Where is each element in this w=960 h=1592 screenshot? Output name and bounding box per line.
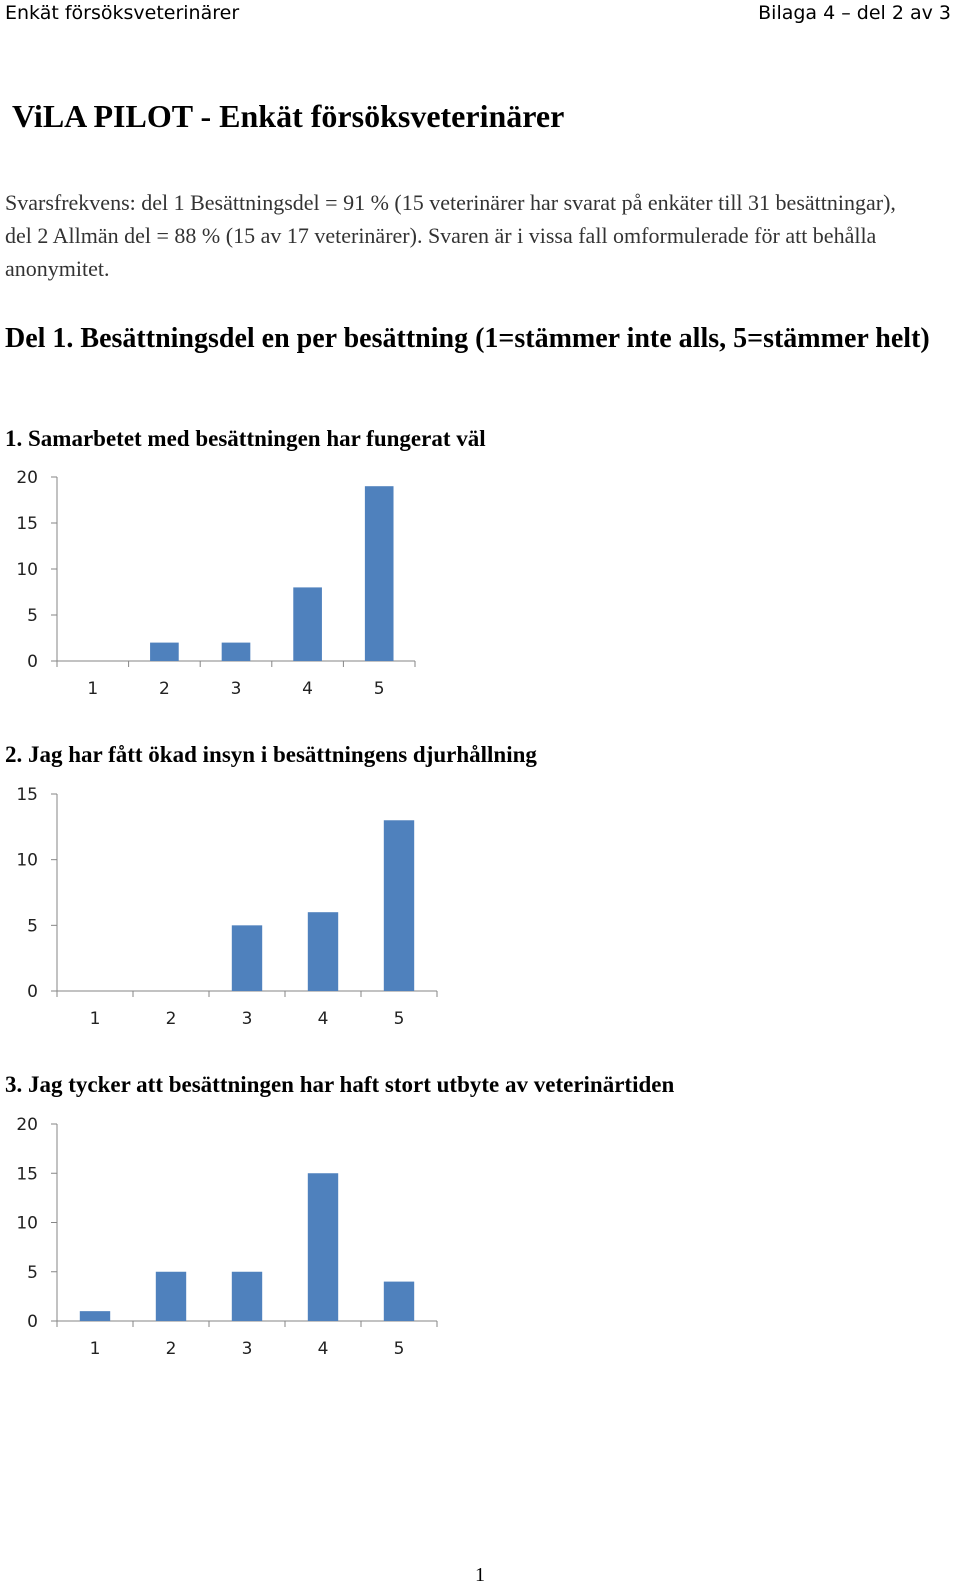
section-heading: Del 1. Besättningsdel en per besättning (1=stämmer inte alls, 5=stämmer helt): [5, 323, 930, 354]
document-title: ViLA PILOT - Enkät försöksveterinärer: [12, 98, 565, 134]
bar: [308, 1173, 338, 1321]
bar: [365, 486, 394, 661]
y-tick-label: 0: [27, 1312, 38, 1332]
y-tick-label: 5: [27, 916, 38, 937]
y-tick-label: 15: [16, 785, 38, 805]
y-tick-label: 20: [16, 1115, 38, 1135]
bar: [232, 925, 262, 991]
bar: [150, 643, 179, 661]
x-tick-label: 3: [241, 1009, 253, 1029]
x-tick-label: 2: [165, 1009, 177, 1029]
y-tick-label: 20: [16, 468, 38, 488]
x-tick-label: 4: [302, 679, 314, 699]
response-rate-paragraph: Svarsfrekvens: del 1 Besättningsdel = 91 % (15 veterinärer har svarat på enkäter till 31 besättningar), del 2 Allmän del = 88 % (15 av 17 veterinärer). Svaren är i vissa fall omformulerade för att behålla anonymitet.: [5, 190, 896, 281]
x-tick-label: 1: [89, 1339, 101, 1359]
y-tick-label: 10: [16, 560, 38, 580]
page-number: 1: [475, 1564, 485, 1586]
bar: [308, 912, 338, 991]
bar: [156, 1272, 186, 1321]
x-tick-label: 5: [393, 1339, 405, 1359]
bar: [232, 1272, 262, 1321]
y-tick-label: 10: [16, 850, 38, 871]
header-appendix-label: Bilaga 4 – del 2 av 3: [758, 2, 951, 24]
question-2-title: 2. Jag har fått ökad insyn i besättningens djurhållning: [5, 742, 537, 767]
x-tick-label: 2: [158, 679, 170, 699]
y-tick-label: 15: [16, 514, 38, 534]
x-tick-label: 1: [89, 1009, 101, 1029]
y-tick-label: 0: [27, 652, 38, 672]
x-tick-label: 2: [165, 1339, 177, 1359]
y-tick-label: 10: [16, 1213, 38, 1234]
question-1-title: 1. Samarbetet med besättningen har fungerat väl: [5, 426, 486, 451]
bar: [384, 1282, 414, 1321]
y-tick-label: 5: [27, 606, 38, 626]
y-tick-label: 15: [16, 1164, 38, 1185]
question-2-chart: [0, 778, 460, 1040]
question-3-title: 3. Jag tycker att besättningen har haft stort utbyte av veterinärtiden: [5, 1072, 675, 1097]
bar: [384, 820, 414, 991]
x-tick-label: 3: [230, 679, 242, 699]
y-tick-label: 5: [27, 1262, 38, 1283]
x-tick-label: 5: [393, 1009, 405, 1029]
question-1-chart: [0, 460, 460, 705]
bar: [80, 1311, 110, 1321]
x-tick-label: 1: [87, 679, 99, 699]
x-tick-label: 5: [373, 679, 385, 699]
bar: [293, 587, 322, 661]
header-document-name: Enkät försöksveterinärer: [5, 2, 240, 24]
x-tick-label: 4: [317, 1009, 329, 1029]
x-tick-label: 3: [241, 1339, 253, 1359]
x-tick-label: 4: [317, 1339, 329, 1359]
question-3-chart: [0, 1108, 460, 1370]
y-tick-label: 0: [27, 982, 38, 1002]
bar: [222, 643, 251, 661]
